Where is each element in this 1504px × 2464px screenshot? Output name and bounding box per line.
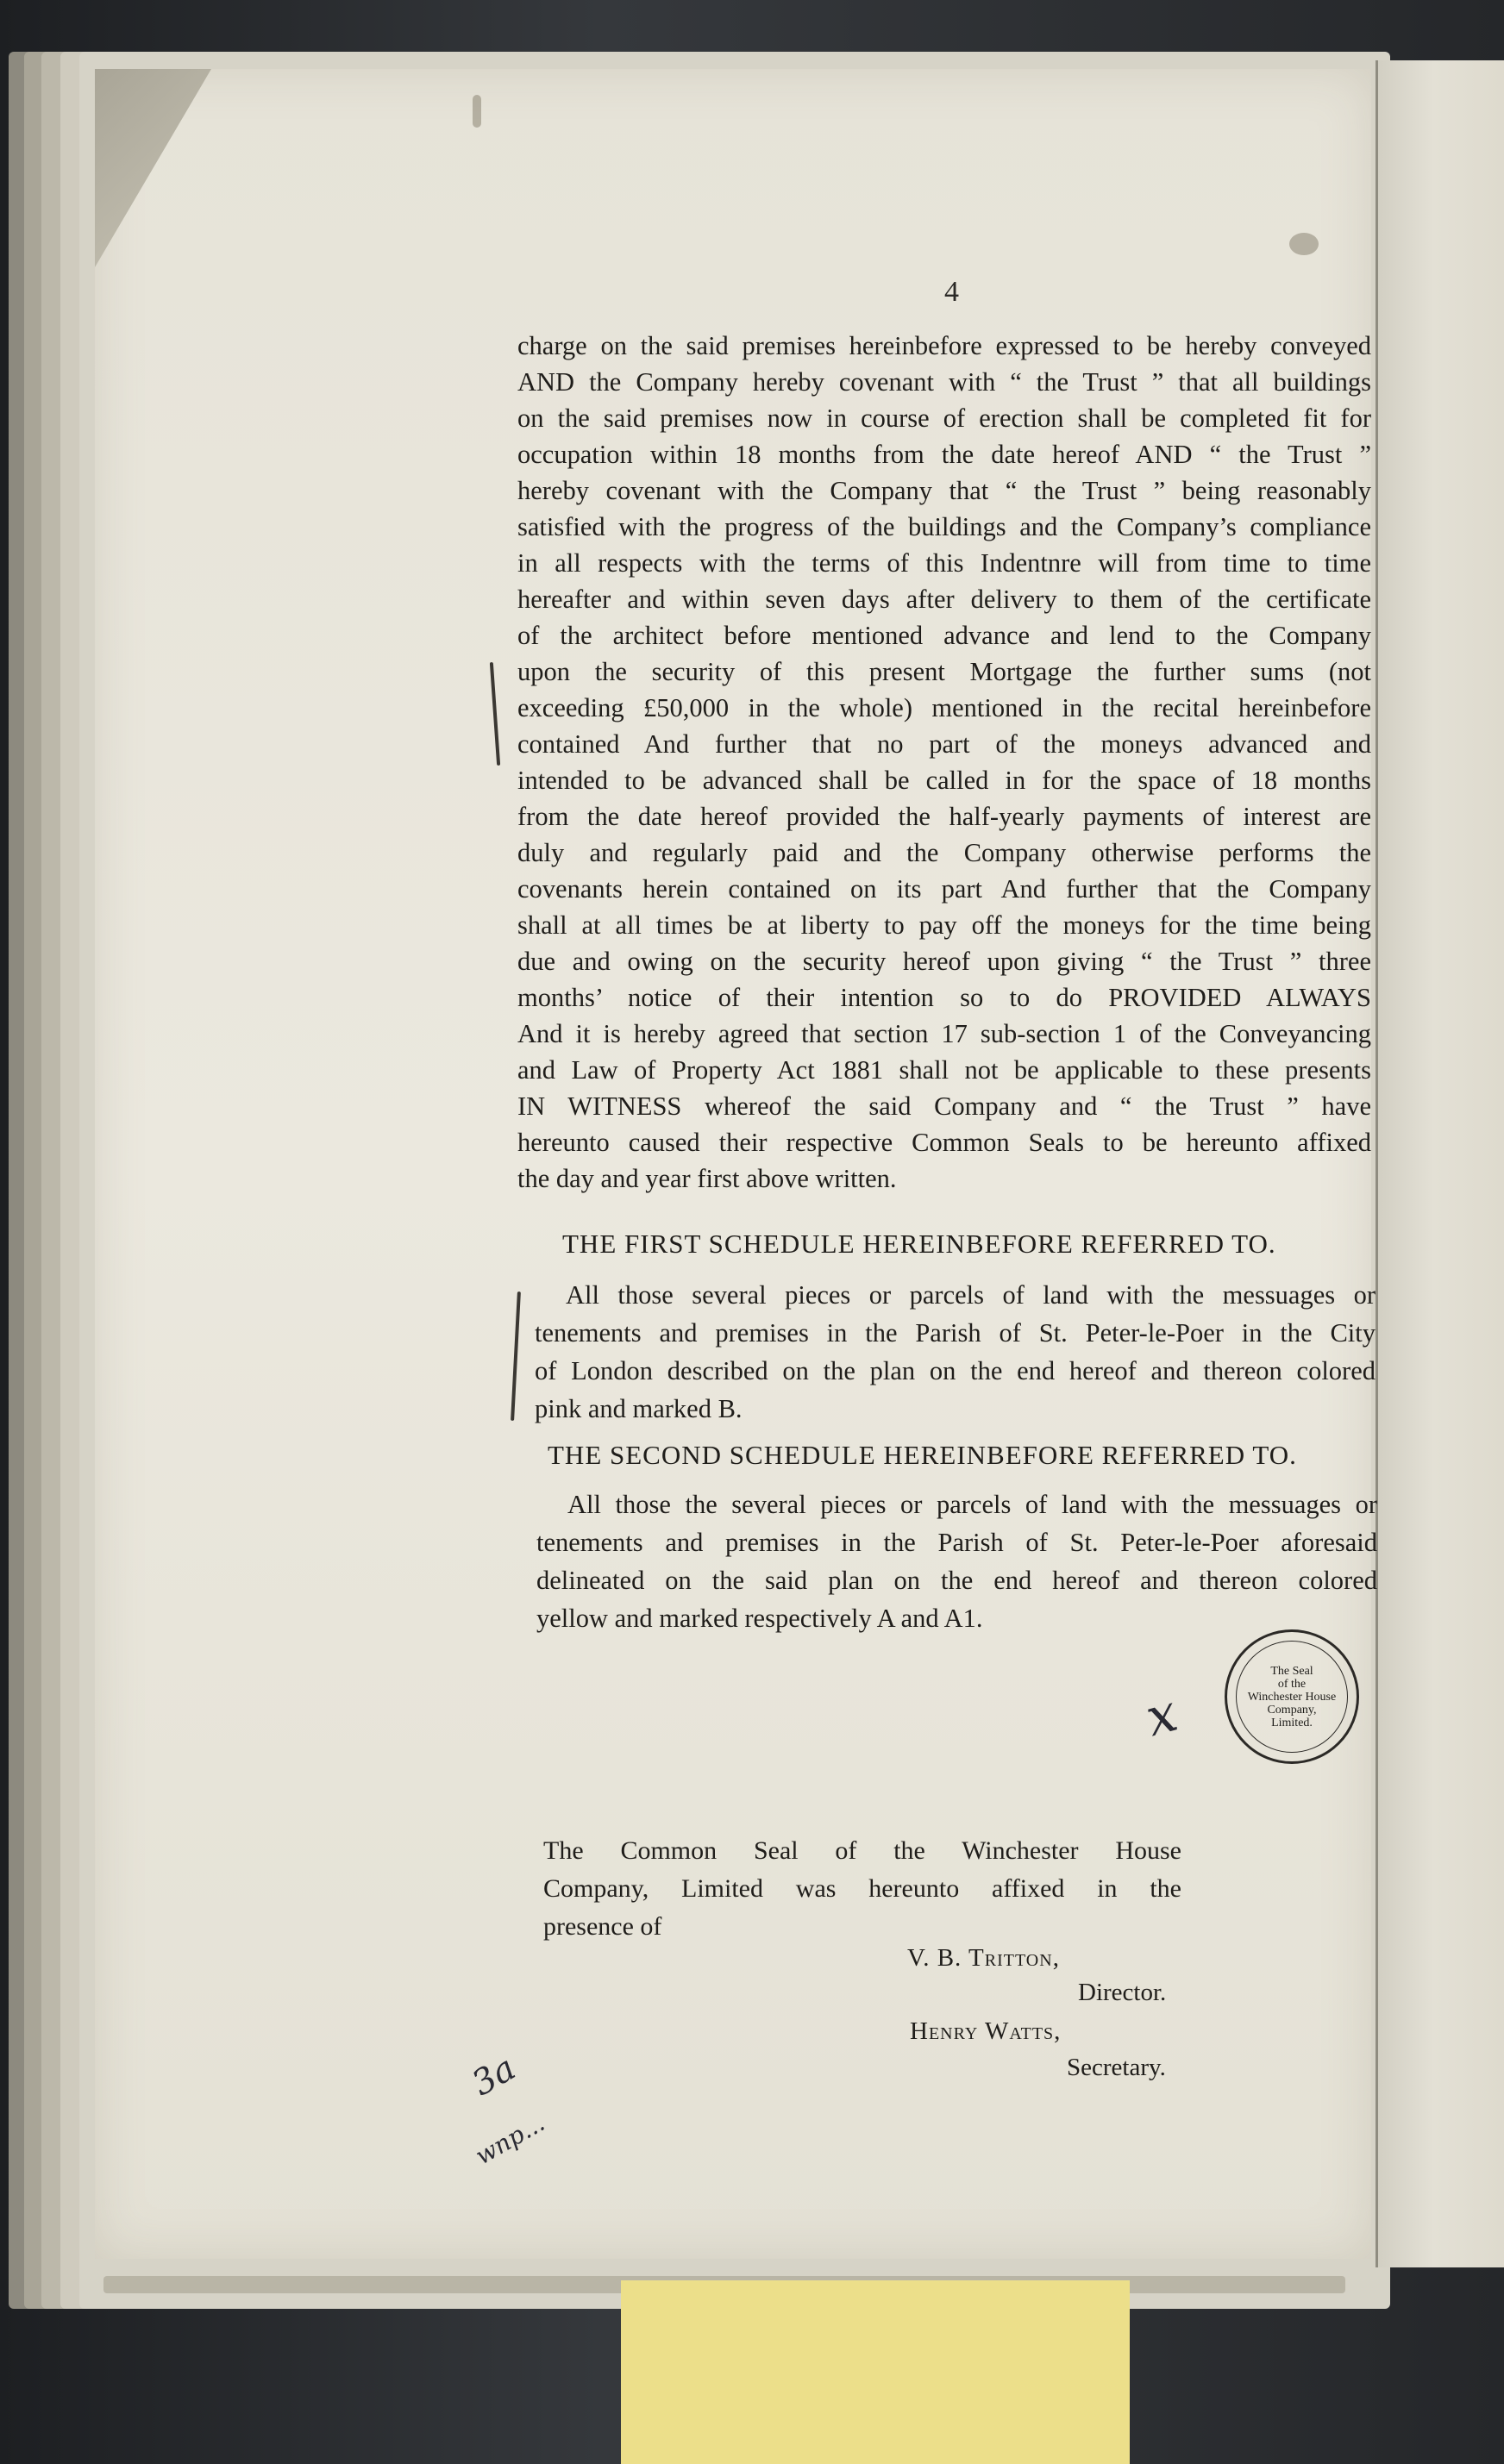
secretary-title: Secretary.: [1067, 2054, 1166, 2081]
seal-text-line: Company,: [1267, 1703, 1317, 1717]
second-schedule-heading: THE SECOND SCHEDULE HEREINBEFORE REFERRED TO.: [548, 1440, 1297, 1470]
body-text-line: intended to be advanced shall be called in for the space of 18 months: [517, 766, 1371, 795]
second-schedule-line: tenements and premises in the Parish of St. Peter-le-Poer aforesaid: [536, 1528, 1377, 1557]
second-schedule-text: [536, 1485, 1377, 1637]
body-text-line: from the date hereof provided the half-yearly payments of interest are: [517, 802, 1371, 831]
second-schedule-line: All those the several pieces or parcels of land with the messuages or: [567, 1490, 1377, 1519]
handwritten-margin-note: 3a: [465, 2048, 523, 2104]
body-text-line: hereafter and within seven days after delivery to them of the certificate: [517, 585, 1371, 614]
company-seal: [1225, 1629, 1359, 1764]
second-schedule-line: yellow and marked respectively A and A1.: [536, 1604, 983, 1633]
seal-inner-ring: [1236, 1641, 1348, 1753]
body-text-line: upon the security of this present Mortgage the further sums (not: [517, 657, 1371, 686]
body-text-line: contained And further that no part of the moneys advanced and: [517, 729, 1371, 759]
body-text-line: satisfied with the progress of the buildings and the Company’s compliance: [517, 512, 1371, 541]
second-schedule-line: delineated on the said plan on the end hereof and thereon colored: [536, 1566, 1377, 1595]
body-text-line: shall at all times be at liberty to pay off the moneys for the time being: [517, 910, 1371, 940]
first-schedule-line: tenements and premises in the Parish of St. Peter-le-Poer in the City: [535, 1318, 1376, 1348]
body-text-line: IN WITNESS whereof the said Company and “ the Trust ” have: [517, 1091, 1371, 1121]
attestation-line: The Common Seal of the Winchester House: [543, 1836, 1181, 1865]
body-text-line: and Law of Property Act 1881 shall not be applicable to these presents: [517, 1055, 1371, 1085]
page-number: 4: [944, 276, 959, 308]
first-schedule-line: of London described on the plan on the end hereof and thereon colored: [535, 1356, 1376, 1385]
body-text-line: months’ notice of their intention so to do PROVIDED ALWAYS: [517, 983, 1371, 1012]
secretary-name: Henry Watts,: [910, 2017, 1062, 2045]
attestation-line: Company, Limited was hereunto affixed in the: [543, 1874, 1181, 1903]
seal-text-line: of the: [1277, 1677, 1307, 1691]
seal-text-line: The Seal: [1270, 1664, 1313, 1678]
seal-text-line: Winchester House: [1247, 1690, 1337, 1704]
body-text-line: covenants herein contained on its part And further that the Company: [517, 874, 1371, 904]
first-schedule-text: [535, 1276, 1376, 1428]
director-title: Director.: [1078, 1979, 1167, 2006]
handwritten-margin-note: wnp...: [470, 2108, 550, 2171]
adjacent-page-edge: [1376, 60, 1504, 2267]
body-text-line: charge on the said premises hereinbefore expressed to be hereby conveyed: [517, 331, 1371, 360]
first-schedule-heading: THE FIRST SCHEDULE HEREINBEFORE REFERRED TO.: [562, 1229, 1276, 1259]
paper-stain: [1289, 233, 1319, 255]
seal-text-line: Limited.: [1271, 1716, 1313, 1729]
body-text-line: on the said premises now in course of erection shall be completed fit for: [517, 403, 1371, 433]
body-text-line: occupation within 18 months from the date hereof AND “ the Trust ”: [517, 440, 1371, 469]
body-text-line: And it is hereby agreed that section 17 sub-section 1 of the Conveyancing: [517, 1019, 1371, 1048]
body-text-line: the day and year first above written.: [517, 1164, 897, 1193]
director-name: V. B. Tritton,: [907, 1944, 1060, 1972]
body-text-line: due and owing on the security hereof upon giving “ the Trust ” three: [517, 947, 1371, 976]
attestation-line: presence of: [543, 1912, 662, 1941]
first-schedule-line: pink and marked B.: [535, 1394, 743, 1423]
yellow-paper-slip: [621, 2280, 1130, 2464]
handwritten-cross-mark: x: [1139, 1682, 1184, 1749]
body-text-line: AND the Company hereby covenant with “ the Trust ” that all buildings: [517, 367, 1371, 397]
paper-stain: [473, 95, 481, 128]
body-text-line: exceeding £50,000 in the whole) mentioned in the recital hereinbefore: [517, 693, 1371, 722]
body-text-line: hereby covenant with the Company that “ the Trust ” being reasonably: [517, 476, 1371, 505]
body-text-line: hereunto caused their respective Common Seals to be hereunto affixed: [517, 1128, 1371, 1157]
deed-body-text: [517, 328, 1371, 1197]
body-text-line: in all respects with the terms of this Indentnre will from time to time: [517, 548, 1371, 578]
attestation-clause: [543, 1832, 1181, 1946]
first-schedule-line: All those several pieces or parcels of land with the messuages or: [566, 1280, 1376, 1310]
body-text-line: of the architect before mentioned advance and lend to the Company: [517, 621, 1371, 650]
body-text-line: duly and regularly paid and the Company otherwise performs the: [517, 838, 1371, 867]
